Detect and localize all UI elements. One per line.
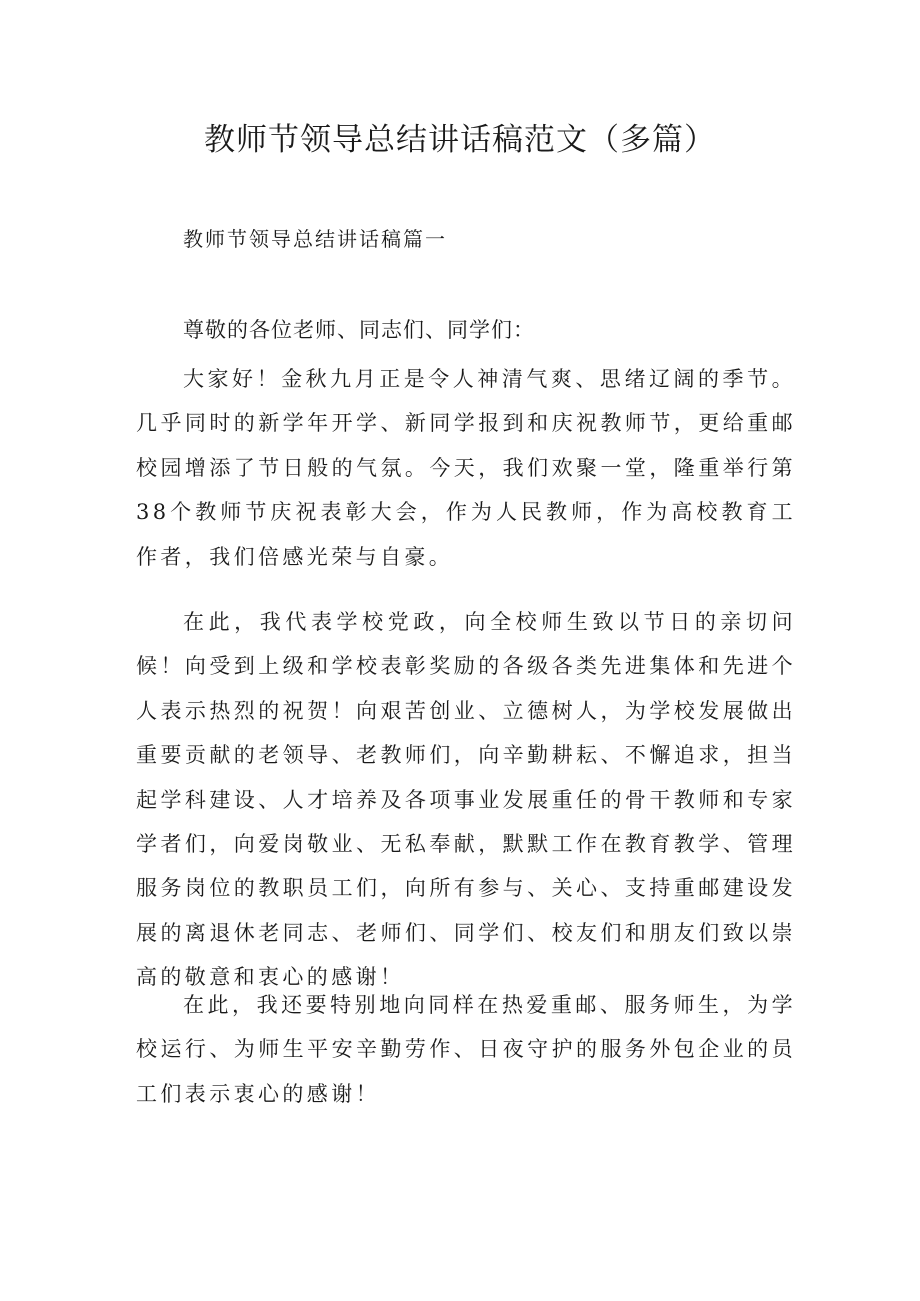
paragraph-greetings: 在此，我代表学校党政，向全校师生致以节日的亲切问候！向受到上级和学校表彰奖励的各级各类先进集体和先进个人表示热烈的祝贺！向艰苦创业、立德树人，为学校发展做出重要贡献的老领导、老教师们，向辛勤耕耘、不懈追求，担当起学科建设、人才培养及各项事业发展重任的骨干教师和专家学者们，向爱岗敬业、无私奉献，默默工作在教育教学、管理服务岗位的教职员工们，向所有参与、关心、支持重邮建设发展的离退休老同志、老师们、同学们、校友们和朋友们致以崇高的敬意和衷心的感谢！	[136, 610, 796, 990]
paragraph-opening: 大家好！金秋九月正是令人神清气爽、思绪辽阔的季节。几乎同时的新学年开学、新同学报到和庆祝教师节，更给重邮校园增添了节日般的气氛。今天，我们欢聚一堂，隆重举行第38个教师节庆祝表彰大会，作为人民教师，作为高校教育工作者，我们倍感光荣与自豪。	[136, 367, 796, 569]
document-title: 教师节领导总结讲话稿范文（多篇）	[204, 122, 716, 158]
salutation: 尊敬的各位老师、同志们、同学们：	[183, 318, 535, 342]
section-heading: 教师节领导总结讲话稿篇一	[183, 227, 447, 251]
paragraph-thanks: 在此，我还要特别地向同样在热爱重邮、服务师生，为学校运行、为师生平安辛勤劳作、日夜守护的服务外包企业的员工们表示衷心的感谢！	[136, 993, 796, 1106]
